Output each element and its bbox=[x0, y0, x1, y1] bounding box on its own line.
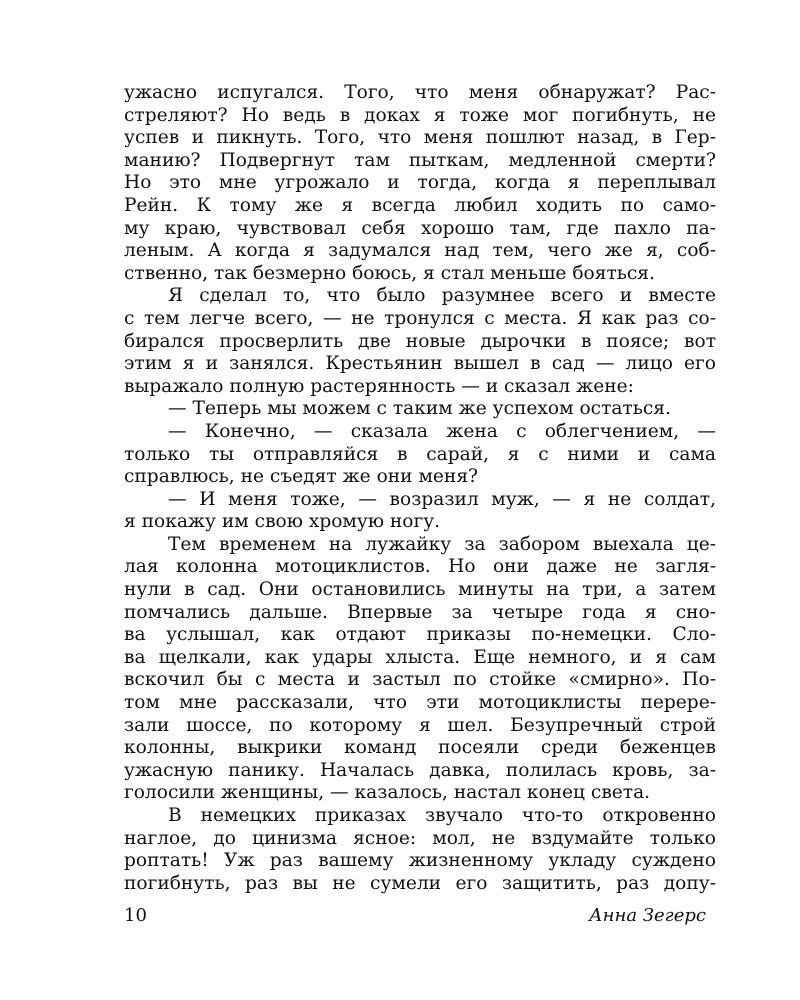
text-line: ва услышал, как отдают приказы по-немецки. Сло- bbox=[124, 624, 716, 646]
text-line: стреляют? Но ведь в доках я тоже мог погибнуть, не bbox=[124, 104, 716, 126]
text-line: колонны, выкрики команд посеяли среди беженцев bbox=[124, 737, 716, 759]
text-line: лая колонна мотоциклистов. Но они даже не загля- bbox=[124, 556, 716, 578]
text-line: Но это мне угрожало и тогда, когда я переплывал bbox=[124, 172, 716, 194]
text-line: погибнуть, раз вы не сумели его защитить, раз допу- bbox=[124, 872, 716, 894]
text-line: справлюсь, не съедят же они меня? bbox=[124, 466, 479, 488]
page-body bbox=[124, 82, 716, 895]
page-footer bbox=[124, 905, 716, 931]
text-line: роптать! Уж раз вашему жизненному укладу суждено bbox=[124, 850, 716, 872]
text-line: манию? Подвергнут там пыткам, медленной смерти? bbox=[124, 149, 716, 171]
text-line: успев и пикнуть. Того, что меня пошлют назад, в Гер- bbox=[124, 127, 716, 149]
text-line: леным. А когда я задумался над тем, чего же я, соб- bbox=[124, 240, 716, 262]
text-line: нули в сад. Они остановились минуты на три, а затем bbox=[124, 579, 716, 601]
page-number: 10 bbox=[124, 905, 147, 926]
text-line: — Конечно, — сказала жена с облегчением, — bbox=[168, 420, 716, 442]
text-line: зали шоссе, по которому я шел. Безупречный строй bbox=[124, 714, 716, 736]
text-line: ужасную панику. Началась давка, полилась кровь, за- bbox=[124, 759, 716, 781]
text-line: выражало полную растерянность — и сказал жене: bbox=[124, 375, 634, 397]
text-line: ужасно испугался. Того, что меня обнаружат? Рас- bbox=[124, 82, 716, 103]
text-line: Тем временем на лужайку за забором выехала це- bbox=[168, 533, 716, 555]
running-author: Анна Зегерс bbox=[588, 905, 706, 926]
text-line: этим я и занялся. Крестьянин вышел в сад — лицо его bbox=[124, 353, 716, 375]
text-line: я покажу им свою хромую ногу. bbox=[124, 511, 441, 533]
text-line: вскочил бы с места и застыл по стойке «смирно». По- bbox=[124, 669, 716, 691]
text-line: му краю, чувствовал себя хорошо там, где пахло па- bbox=[124, 217, 716, 239]
text-line: помчались дальше. Впервые за четыре года я сно- bbox=[124, 601, 716, 623]
text-line: — И меня тоже, — возразил муж, — я не солдат, bbox=[168, 488, 716, 510]
text-line: В немецких приказах звучало что-то откровенно bbox=[168, 805, 716, 826]
text-line: ственно, так безмерно боюсь, я стал меньше бояться. bbox=[124, 262, 655, 284]
text-line: Я сделал то, что было разумнее всего и вместе bbox=[168, 285, 716, 307]
text-line: с тем легче всего, — не тронулся с места. Я как раз со- bbox=[124, 307, 716, 329]
text-line: бирался просверлить две новые дырочки в поясе; вот bbox=[124, 330, 716, 352]
text-line: Рейн. К тому же я всегда любил ходить по само- bbox=[124, 194, 716, 216]
text-line: ва щелкали, как удары хлыста. Еще немного, и я сам bbox=[124, 646, 716, 668]
text-line: наглое, до цинизма ясное: мол, не вздумайте только bbox=[124, 827, 716, 849]
text-line: голосили женщины, — казалось, настал конец света. bbox=[124, 782, 651, 804]
text-line: том мне рассказали, что эти мотоциклисты перере- bbox=[124, 692, 716, 714]
text-line: — Теперь мы можем с таким же успехом остаться. bbox=[168, 398, 671, 420]
text-line: только ты отправляйся в сарай, я с ними и сама bbox=[124, 443, 716, 465]
